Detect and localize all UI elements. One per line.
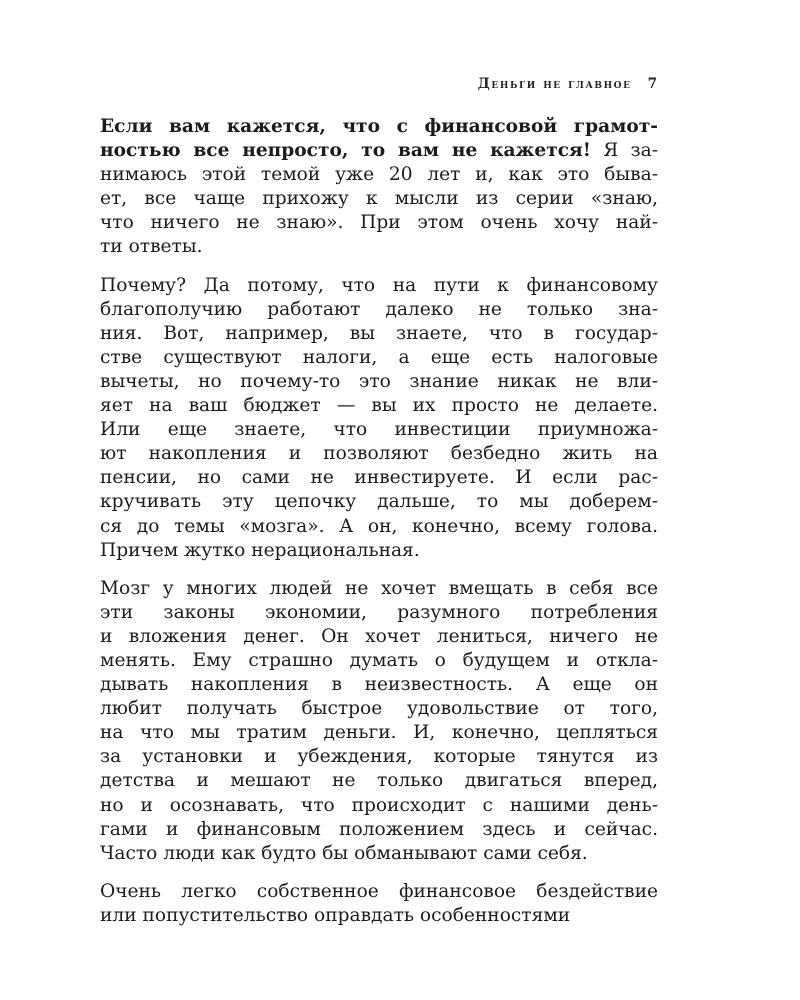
text-line [100, 673, 658, 697]
text-line [100, 649, 658, 673]
paragraph [100, 577, 658, 866]
text-line [100, 515, 658, 539]
text-line [100, 904, 658, 928]
text-line [100, 187, 658, 211]
bold-lead-text: ностью все непросто, то вам не кажется! [100, 140, 591, 162]
line-text: Мозг у многих людей не хочет вмещать в себя все [100, 577, 658, 599]
line-text: гами и финансовым положением здесь и сейчас. [100, 818, 658, 840]
text-line [100, 721, 658, 745]
text-line [100, 818, 658, 842]
line-text: ет, все чаще прихожу к мысли из серии «знаю, [100, 188, 658, 210]
text-line [100, 274, 658, 298]
paragraph [100, 274, 658, 563]
line-text: на что мы тратим деньги. И, конечно, цепляться [100, 722, 658, 744]
text-line [100, 163, 658, 187]
paragraph [100, 880, 658, 928]
text-line [100, 418, 658, 442]
line-text: вычеты, но почему-то это знание никак не вли- [100, 370, 658, 392]
text-line [100, 577, 658, 601]
running-head [478, 76, 657, 92]
line-text: пенсии, но сами не инвестируете. И если рас- [100, 467, 658, 489]
line-text: ния. Вот, например, вы знаете, что в государ- [100, 322, 658, 344]
line-text: эти законы экономии, разумного потребления [100, 601, 658, 623]
line-text: дывать накопления в неизвестность. А еще он [100, 674, 658, 696]
text-line [100, 539, 658, 563]
line-text: ти ответы. [100, 236, 203, 258]
text-line [100, 211, 658, 235]
line-text: Причем жутко нерациональная. [100, 539, 420, 561]
text-line [100, 394, 658, 418]
line-text: Я за- [590, 140, 658, 162]
text-line [100, 322, 658, 346]
line-text: детства и мешают не только двигаться вперед, [100, 770, 658, 792]
bold-lead-text: Если вам кажется, что с финансовой грамот- [100, 116, 658, 137]
text-line [100, 370, 658, 394]
text-line [100, 466, 658, 490]
line-text: яет на ваш бюджет — вы их просто не делаете. [100, 395, 658, 417]
text-line [100, 235, 658, 259]
text-line [100, 769, 658, 793]
text-line [100, 794, 658, 818]
line-text: Почему? Да потому, что на пути к финансовому [100, 274, 658, 296]
paragraph [100, 115, 658, 260]
line-text: что ничего не знаю». При этом очень хочу най- [100, 212, 658, 234]
text-line [100, 115, 658, 139]
line-text: менять. Ему страшно думать о будущем и откла- [100, 649, 658, 671]
page-number: 7 [647, 76, 657, 92]
text-line [100, 601, 658, 625]
line-text: кручивать эту цепочку дальше, то мы доберем- [100, 491, 658, 513]
text-line [100, 625, 658, 649]
text-line [100, 139, 658, 163]
text-line [100, 745, 658, 769]
line-text: нимаюсь этой темой уже 20 лет и, как это быва- [100, 164, 658, 186]
text-line [100, 842, 658, 866]
line-text: и вложения денег. Он хочет лениться, ничего не [100, 625, 658, 647]
text-line [100, 697, 658, 721]
line-text: за установки и убеждения, которые тянутся из [100, 746, 658, 768]
line-text: Часто люди как будто бы обманывают сами себя. [100, 842, 588, 864]
line-text: ют накопления и позволяют безбедно жить на [100, 443, 658, 465]
line-text: благополучию работают далеко не только зна- [100, 298, 658, 320]
body-text [100, 115, 658, 942]
line-text: Или еще знаете, что инвестиции приумножа- [100, 419, 658, 441]
running-head-title: Деньги не главное [477, 76, 632, 92]
line-text: стве существуют налоги, а еще есть налоговые [100, 346, 658, 368]
line-text: Очень легко собственное финансовое бездействие [100, 880, 658, 902]
text-line [100, 442, 658, 466]
text-line [100, 346, 658, 370]
text-line [100, 298, 658, 322]
line-text: или попустительство оправдать особенностями [100, 904, 571, 926]
line-text: но и осознавать, что происходит с нашими день- [100, 794, 658, 816]
line-text: любит получать быстрое удовольствие от того, [100, 698, 658, 720]
line-text: ся до темы «мозга». А он, конечно, всему голова. [100, 515, 658, 537]
text-line [100, 880, 658, 904]
text-line [100, 490, 658, 514]
